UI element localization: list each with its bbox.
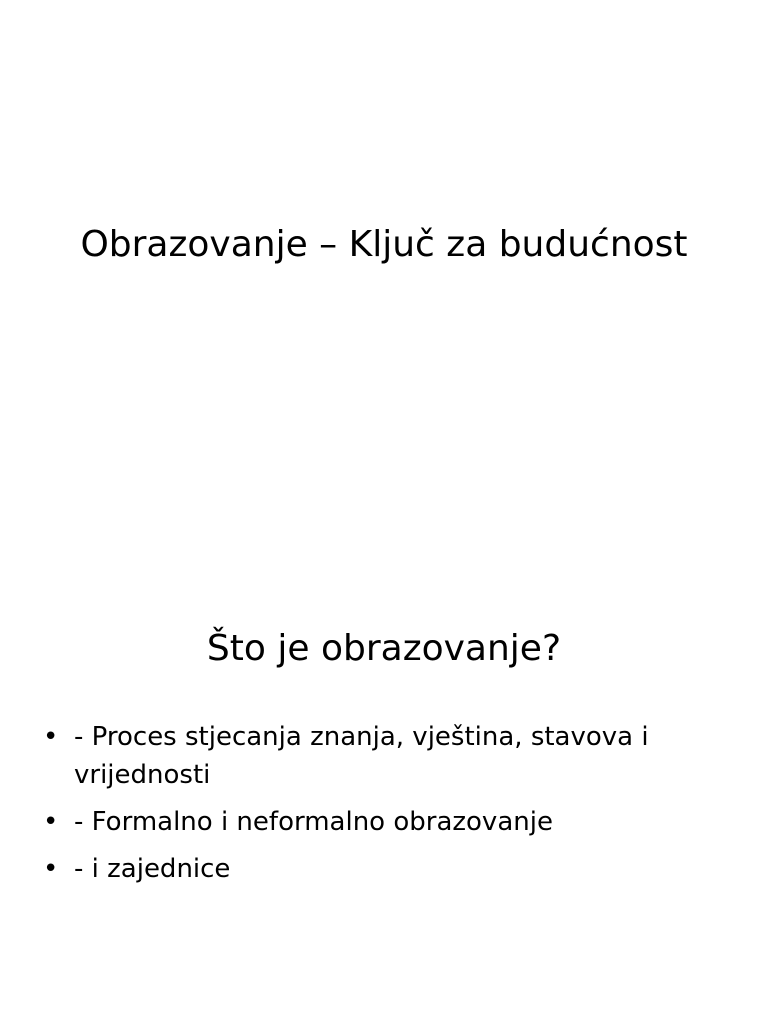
bullet-icon: • xyxy=(43,854,59,884)
slide-heading: Što je obrazovanje? xyxy=(206,628,562,669)
list-item xyxy=(40,803,730,841)
list-item-text: - Proces stjecanja znanja, vještina, stavova i vrijednosti xyxy=(74,722,649,790)
list-item-text: - Formalno i neformalno obrazovanje xyxy=(74,807,553,837)
list-item xyxy=(40,850,730,888)
list-item-text: - i zajednice xyxy=(74,854,231,884)
list-item xyxy=(40,718,730,794)
bullet-icon: • xyxy=(43,807,59,837)
bullet-icon: • xyxy=(43,722,59,752)
content-slide xyxy=(0,448,768,1024)
bullet-list xyxy=(40,718,730,897)
slide-title: Obrazovanje – Ključ za budućnost xyxy=(80,224,688,265)
